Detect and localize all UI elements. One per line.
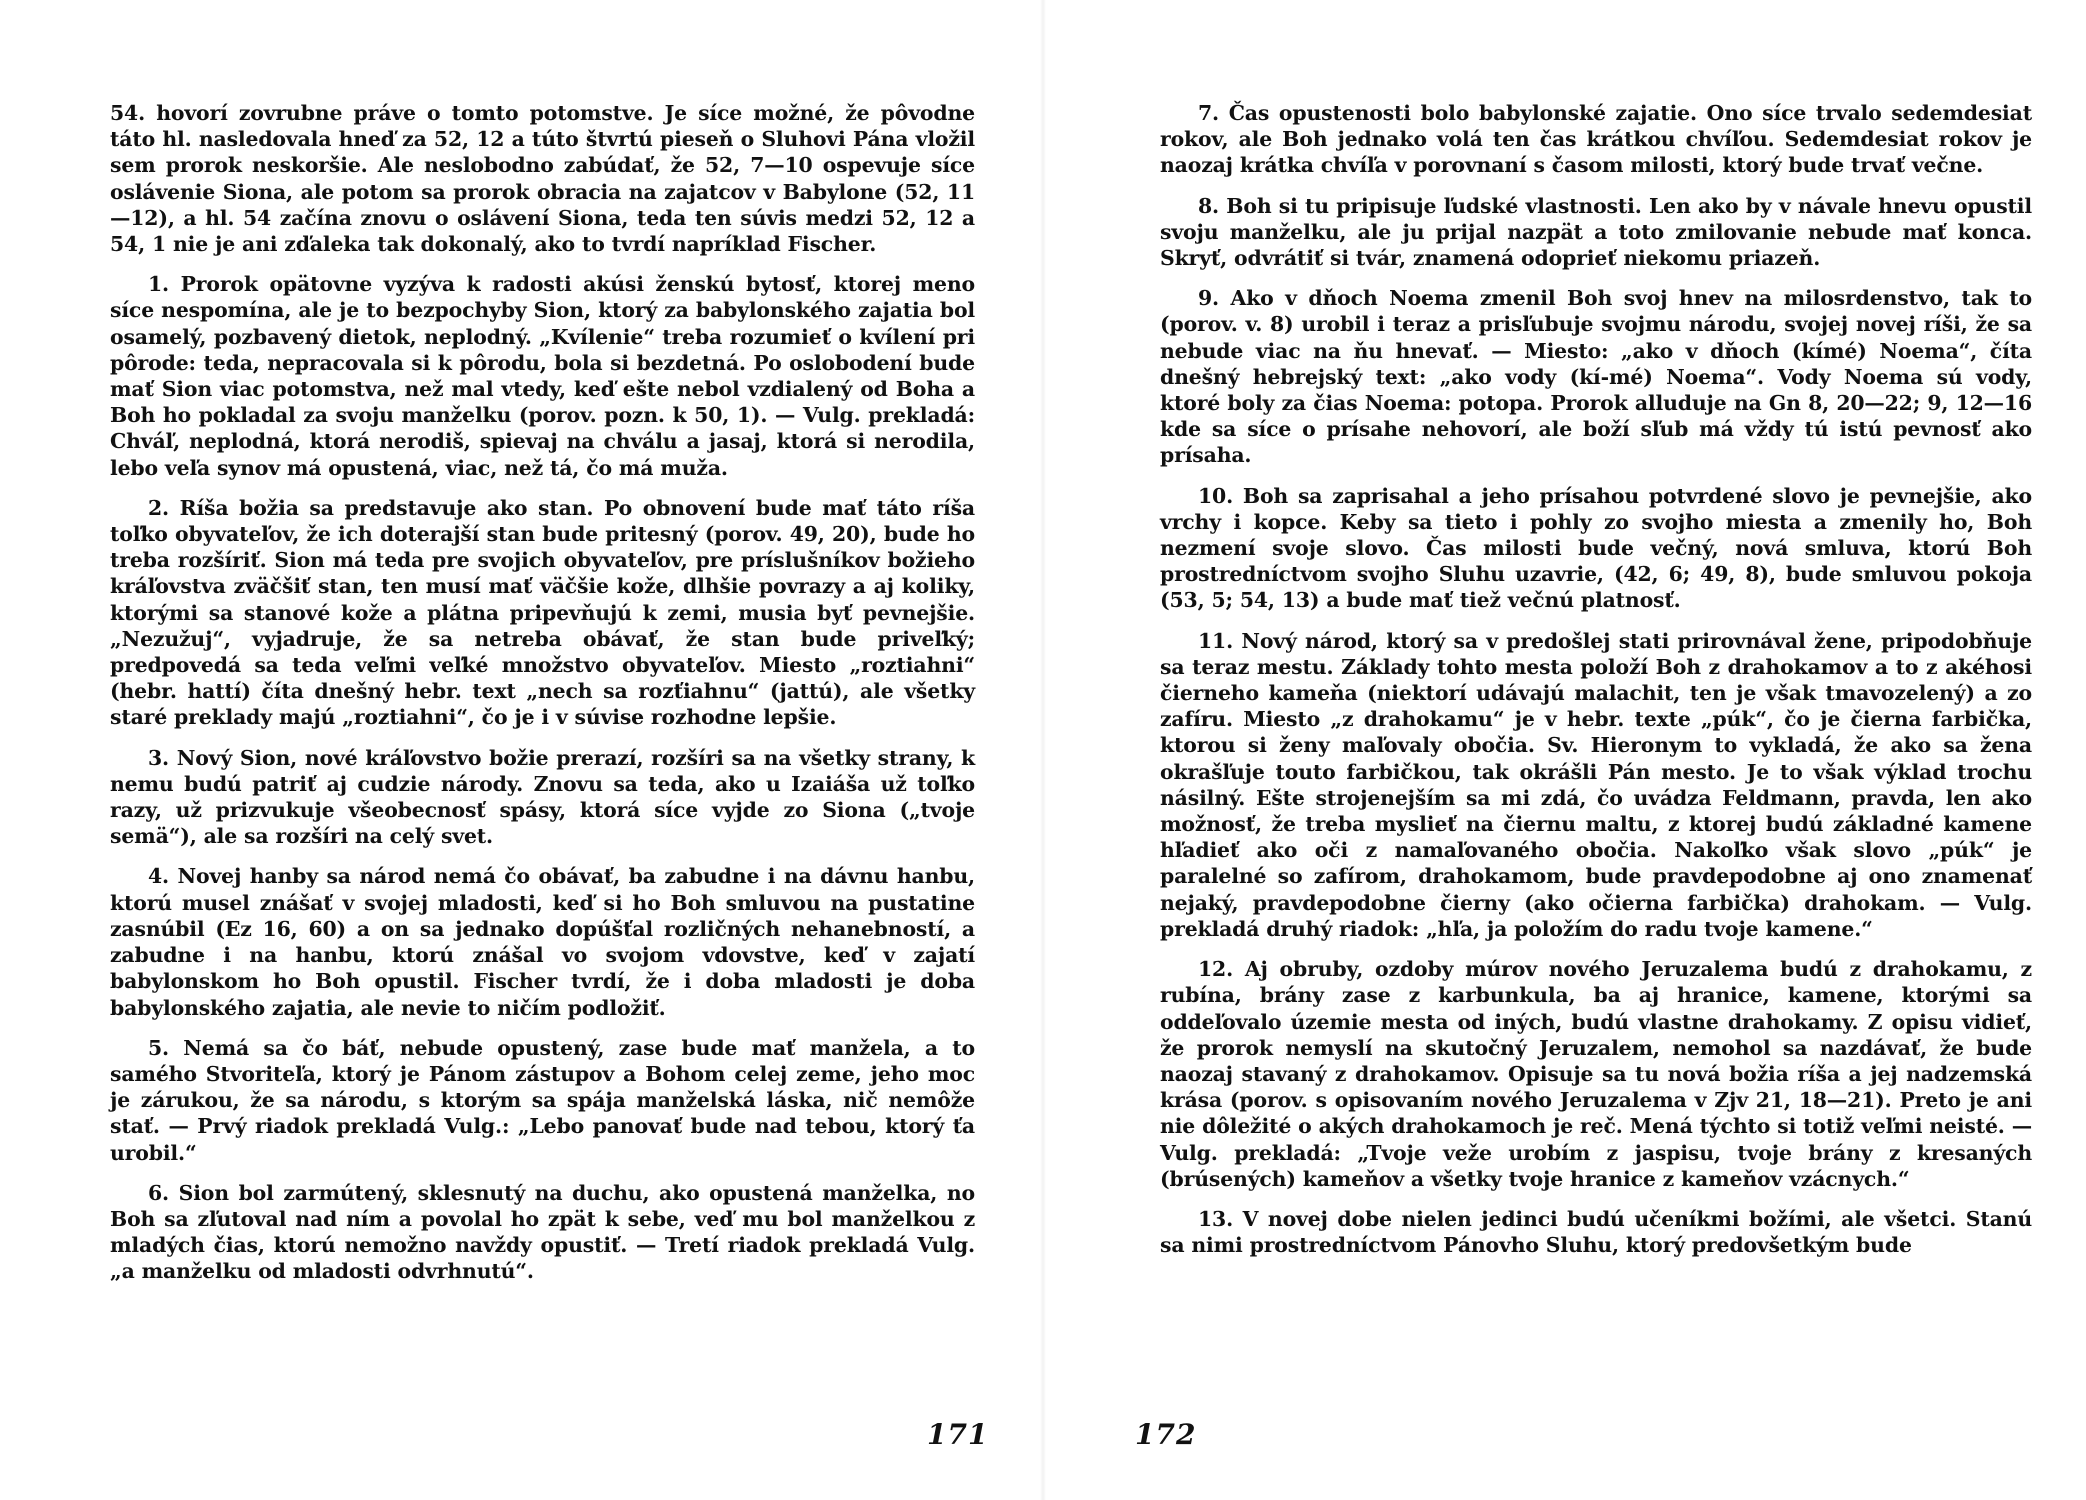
paragraph: 6. Sion bol zarmútený, sklesnutý na duchu, ako opustená manželka, no Boh sa zľutoval nad ním a povolal ho zpät k sebe, veď mu bol manželkou z mladých čias, ktorú nemožno navždy opustiť. — Tretí riadok prekladá Vulg. „a manželku od mladosti odvrhnutú“. (110, 1180, 975, 1284)
page-number: 172 (1135, 1418, 1197, 1451)
paragraph: 8. Boh si tu pripisuje ľudské vlastnosti. Len ako by v návale hnevu opustil svoju manželku, ale ju prijal nazpät a toto zmilovanie nebude mať konca. Skryť, odvrátiť si tvár, znamená odoprieť niekomu priazeň. (1160, 193, 2032, 271)
paragraph: 7. Čas opustenosti bolo babylonské zajatie. Ono síce trvalo sedemdesiat rokov, ale Boh jednako volá ten čas krátkou chvíľou. Sedemdesiat rokov je naozaj krátka chvíľa v porovnaní s časom milosti, ktorý bude trvať večne. (1160, 101, 2032, 178)
right-page (1043, 0, 2086, 1500)
paragraph: 12. Aj obruby, ozdoby múrov nového Jeruzalema budú z drahokamu, z rubína, brány zase z karbunkula, ba aj hranice, kamene, ktorými sa oddeľovalo územie mesta od iných, budú vlastne drahokamy. Z opisu vidieť, že prorok nemyslí na skutočný Jeruzalem, nemohol sa nazdávať, že bude naozaj stavaný z drahokamov. Opisuje sa tu nová božia ríša a jej nadzemská krása (porov. s opisovaním nového Jeruzalema v Zjv 21, 18—21). Preto je ani nie dôležité o akých drahokamoch je reč. Mená týchto si totiž veľmi neisté. — Vulg. prekladá: „Tvoje veže urobím z jaspisu, tvoje brány z kresaných (brúsených) kameňov a všetky tvoje hranice z kameňov vzácnych.“ (1160, 957, 2032, 1191)
page-number: 171 (927, 1418, 989, 1451)
paragraph: 4. Novej hanby sa národ nemá čo obávať, ba zabudne i na dávnu hanbu, ktorú musel znášať v svojej mladosti, keď si ho Boh smluvou na pustatine zasnúbil (Ez 16, 60) a on sa jednako dopúšťal rozličných nehanebností, a zabudne i na hanbu, ktorú znášal vo svojom vdovstve, keď v zajatí babylonskom ho Boh opustil. Fischer tvrdí, že i doba mladosti je doba babylonského zajatia, ale nevie to ničím podložiť. (110, 864, 975, 1020)
paragraph: 5. Nemá sa čo báť, nebude opustený, zase bude mať manžela, a to samého Stvoriteľa, ktorý je Pánom zástupov a Bohom celej zeme, jeho moc je zárukou, že sa národu, s ktorým sa spája manželská láska, nič nemôže stať. — Prvý riadok prekladá Vulg.: „Lebo panovať bude nad tebou, ktorý ťa urobil.“ (110, 1035, 975, 1165)
paragraph: 9. Ako v dňoch Noema zmenil Boh svoj hnev na milosrdenstvo, tak to (porov. v. 8) urobil i teraz a prisľubuje svojmu národu, svojej novej ríši, že sa nebude viac na ňu hnevať. — Miesto: „ako v dňoch (kímé) Noema“, číta dnešný hebrejský text: „ako vody (kí-mé) Noema“. Vody Noema sú vody, ktoré boly za čias Noema: potopa. Prorok alluduje na Gn 8, 20—22; 9, 12—16 kde sa síce o prísahe nehovorí, ale boží sľub má vždy tú istú pevnosť ako prísaha. (1160, 286, 2032, 468)
left-text-column (110, 100, 975, 1299)
paragraph: 1. Prorok opätovne vyzýva k radosti akúsi ženskú bytosť, ktorej meno síce nespomína, ale je to bezpochyby Sion, ktorý za babylonského zajatia bol osamelý, pozbavený dietok, neplodný. „Kvílenie“ treba rozumieť o kvílení pri pôrode: teda, nepracovala si k pôrodu, bola si bezdetná. Po oslobodení bude mať Sion viac potomstva, než mal vtedy, keď ešte nebol vzdialený od Boha a Boh ho pokladal za svoju manželku (porov. pozn. k 50, 1). — Vulg. prekladá: Chváľ, neplodná, ktorá nerodiš, spievaj na chválu a jasaj, ktorá si nerodila, lebo veľa synov má opustená, viac, než tá, čo má muža. (110, 272, 975, 480)
paragraph: 13. V novej dobe nielen jedinci budú učeníkmi božími, ale všetci. Stanú sa nimi prostredníctvom Pánovho Sluhu, ktorý predovšetkým bude (1160, 1206, 2032, 1258)
right-text-column (1160, 100, 2032, 1272)
paragraph: 10. Boh sa zaprisahal a jeho prísahou potvrdené slovo je pevnejšie, ako vrchy i kopce. Keby sa tieto i pohly zo svojho miesta a zmenily ho, Boh nezmení svoje slovo. Čas milosti bude večný, nová smluva, ktorú Boh prostredníctvom svojho Sluhu uzavrie, (42, 6; 49, 8), bude smluvou pokoja (53, 5; 54, 13) a bude mať tiež večnú platnosť. (1160, 483, 2032, 613)
paragraph: 3. Nový Sion, nové kráľovstvo božie prerazí, rozšíri sa na všetky strany, k nemu budú patriť aj cudzie národy. Znovu sa teda, ako u Izaiáša už toľko razy, už prizvukuje všeobecnosť spásy, ktorá síce vyjde zo Siona („tvoje semä“), ale sa rozšíri na celý svet. (110, 745, 975, 849)
paragraph: 11. Nový národ, ktorý sa v predošlej stati prirovnával žene, pripodobňuje sa teraz mestu. Základy tohto mesta položí Boh z drahokamov a to z akéhosi čierneho kameňa (niektorí udávajú malachit, ten je však tmavozelený) a zo zafíru. Miesto „z drahokamu“ je v hebr. texte „púk“, čo je čierna farbička, ktorou si ženy maľovaly obočia. Sv. Hieronym to vykladá, že ako sa žena okrašľuje touto farbičkou, tak okrášli Pán mesto. Je to však výklad trochu násilný. Ešte strojenejším sa mi zdá, čo uvádza Feldmann, pravda, len ako možnosť, že treba myslieť na čiernu maltu, z ktorej budú základné kamene hľadieť ako oči z namaľovaného obočia. Nakoľko však slovo „púk“ je paralelné so zafírom, drahokamom, bude pravdepodobne aj ono znamenať nejaký, pravdepodobne čierny (ako očierna farbička) drahokam. — Vulg. prekladá druhý riadok: „hľa, ja položím do radu tvoje kamene.“ (1160, 628, 2032, 941)
paragraph: 54. hovorí zovrubne práve o tomto potomstve. Je síce možné, že pôvodne táto hl. nasledovala hneď za 52, 12 a túto štvrtú pieseň o Sluhovi Pána vložil sem prorok neskoršie. Ale neslobodno zabúdať, že 52, 7—10 ospevuje síce oslávenie Siona, ale potom sa prorok obracia na zajatcov v Babylone (52, 11—12), a hl. 54 začína znovu o oslávení Siona, teda ten súvis medzi 52, 12 a 54, 1 nie je ani zďaleka tak dokonalý, ako to tvrdí napríklad Fischer. (110, 101, 975, 257)
paragraph: 2. Ríša božia sa predstavuje ako stan. Po obnovení bude mať táto ríša toľko obyvateľov, že ich doterajší stan bude pritesný (porov. 49, 20), bude ho treba rozšíriť. Sion má teda pre svojich obyvateľov, pre príslušníkov božieho kráľovstva zväčšiť stan, ten musí mať väčšie kože, dlhšie povrazy a aj koliky, ktorými sa stanové kože a plátna pripevňujú k zemi, musia byť pevnejšie. „Nezužuj“, vyjadruje, že sa netreba obávať, že stan bude priveľký; predpovedá sa teda veľmi veľké množstvo obyvateľov. Miesto „roztiahni“ (hebr. hattí) číta dnešný hebr. text „nech sa rozťiahnu“ (jattú), ale všetky staré preklady majú „roztiahni“, čo je i v súvise rozhodne lepšie. (110, 495, 975, 730)
